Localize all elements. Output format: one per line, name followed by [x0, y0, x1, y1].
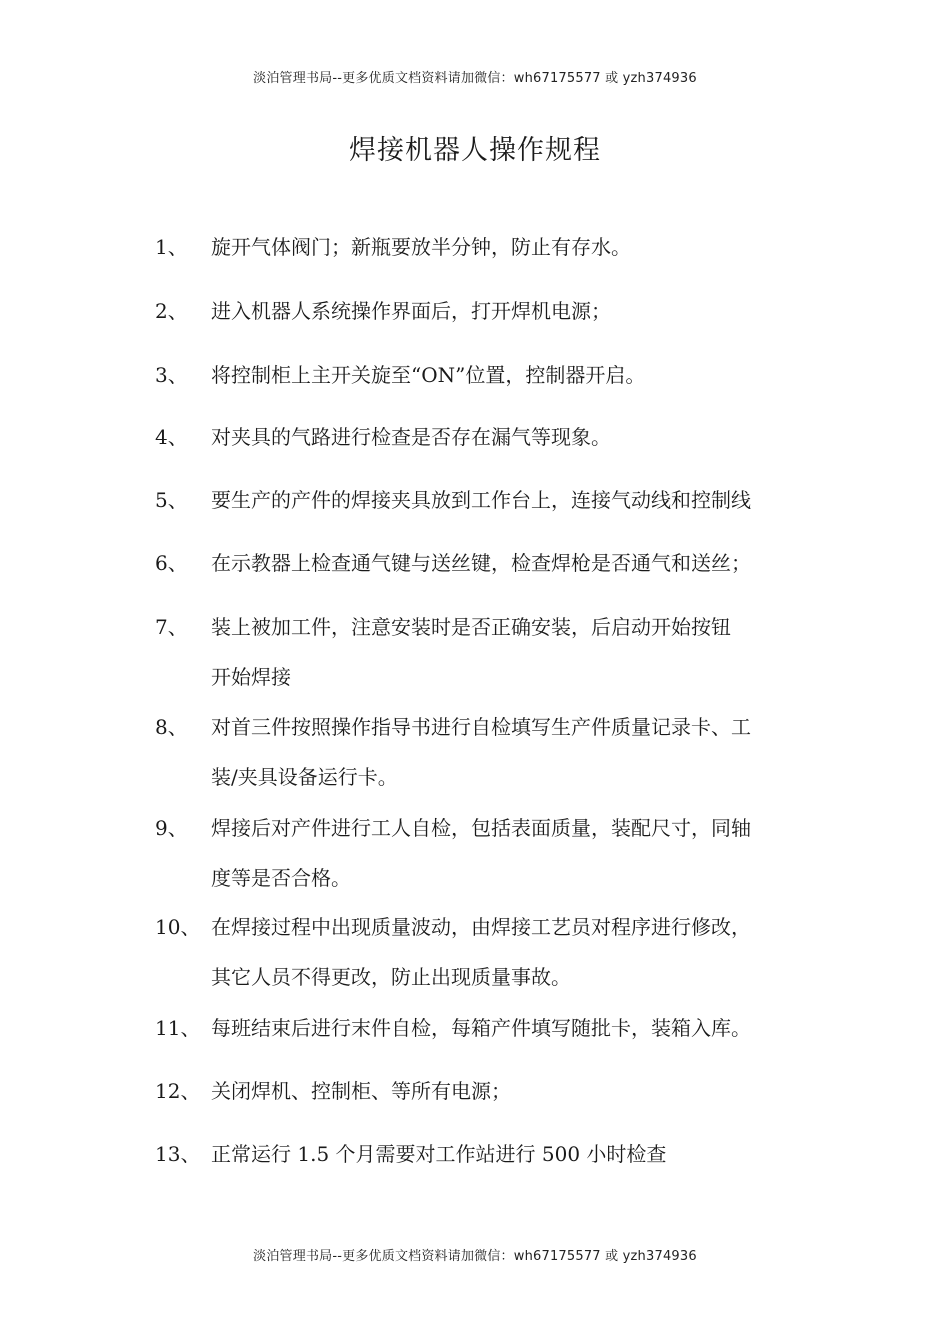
- step-number: 3、: [155, 363, 188, 387]
- step-text: [211, 361, 811, 411]
- step-text: [211, 549, 811, 599]
- step-line: 关闭焊机、控制柜、等所有电源；: [211, 1079, 511, 1103]
- step-number: 7、: [155, 615, 188, 639]
- step-text: [211, 423, 811, 473]
- step-text: [211, 814, 811, 914]
- step-text: [211, 233, 811, 283]
- step-number: 9、: [155, 816, 188, 840]
- step-line: 在示教器上检查通气键与送丝键，检查焊枪是否通气和送丝；: [211, 551, 751, 575]
- page-header: 淡泊管理书局--更多优质文档资料请加微信：wh67175577 或 yzh374936: [253, 71, 697, 86]
- document-title: 焊接机器人操作规程: [349, 135, 601, 166]
- step-line: 进入机器人系统操作界面后，打开焊机电源；: [211, 299, 611, 323]
- step-number: 13、: [155, 1142, 201, 1166]
- step-line: 将控制柜上主开关旋至“ON”位置，控制器开启。: [211, 363, 646, 387]
- step-line: 装上被加工件，注意安装时是否正确安装，后启动开始按钮: [211, 615, 731, 639]
- step-text: [211, 713, 811, 813]
- step-line: 在焊接过程中出现质量波动，由焊接工艺员对程序进行修改，: [211, 915, 751, 939]
- step-text: [211, 1077, 811, 1127]
- step-text: [211, 486, 811, 536]
- step-number: 4、: [155, 425, 188, 449]
- step-number: 12、: [155, 1079, 201, 1103]
- step-text: [211, 913, 811, 1013]
- step-number: 11、: [155, 1016, 201, 1040]
- step-line: 对夹具的气路进行检查是否存在漏气等现象。: [211, 425, 611, 449]
- step-line: 对首三件按照操作指导书进行自检填写生产件质量记录卡、工: [211, 715, 751, 739]
- step-text: [211, 297, 811, 347]
- step-number: 5、: [155, 488, 188, 512]
- step-line: 正常运行 1.5 个月需要对工作站进行 500 小时检查: [211, 1142, 667, 1166]
- step-text: [211, 613, 811, 713]
- step-number: 2、: [155, 299, 188, 323]
- step-line: 焊接后对产件进行工人自检，包括表面质量，装配尺寸，同轴: [211, 816, 751, 840]
- step-line: 开始焊接: [211, 665, 291, 689]
- step-line: 度等是否合格。: [211, 866, 351, 890]
- step-number: 1、: [155, 235, 188, 259]
- step-line: 要生产的产件的焊接夹具放到工作台上，连接气动线和控制线: [211, 488, 751, 512]
- step-number: 8、: [155, 715, 188, 739]
- step-line: 其它人员不得更改，防止出现质量事故。: [211, 965, 571, 989]
- step-number: 6、: [155, 551, 188, 575]
- step-line: 每班结束后进行末件自检，每箱产件填写随批卡，装箱入库。: [211, 1016, 751, 1040]
- page-footer: 淡泊管理书局--更多优质文档资料请加微信：wh67175577 或 yzh374936: [253, 1249, 697, 1264]
- step-line: 装/夹具设备运行卡。: [211, 765, 398, 789]
- step-number: 10、: [155, 915, 201, 939]
- step-line: 旋开气体阀门；新瓶要放半分钟，防止有存水。: [211, 235, 631, 259]
- step-text: [211, 1014, 811, 1064]
- step-text: [211, 1140, 811, 1190]
